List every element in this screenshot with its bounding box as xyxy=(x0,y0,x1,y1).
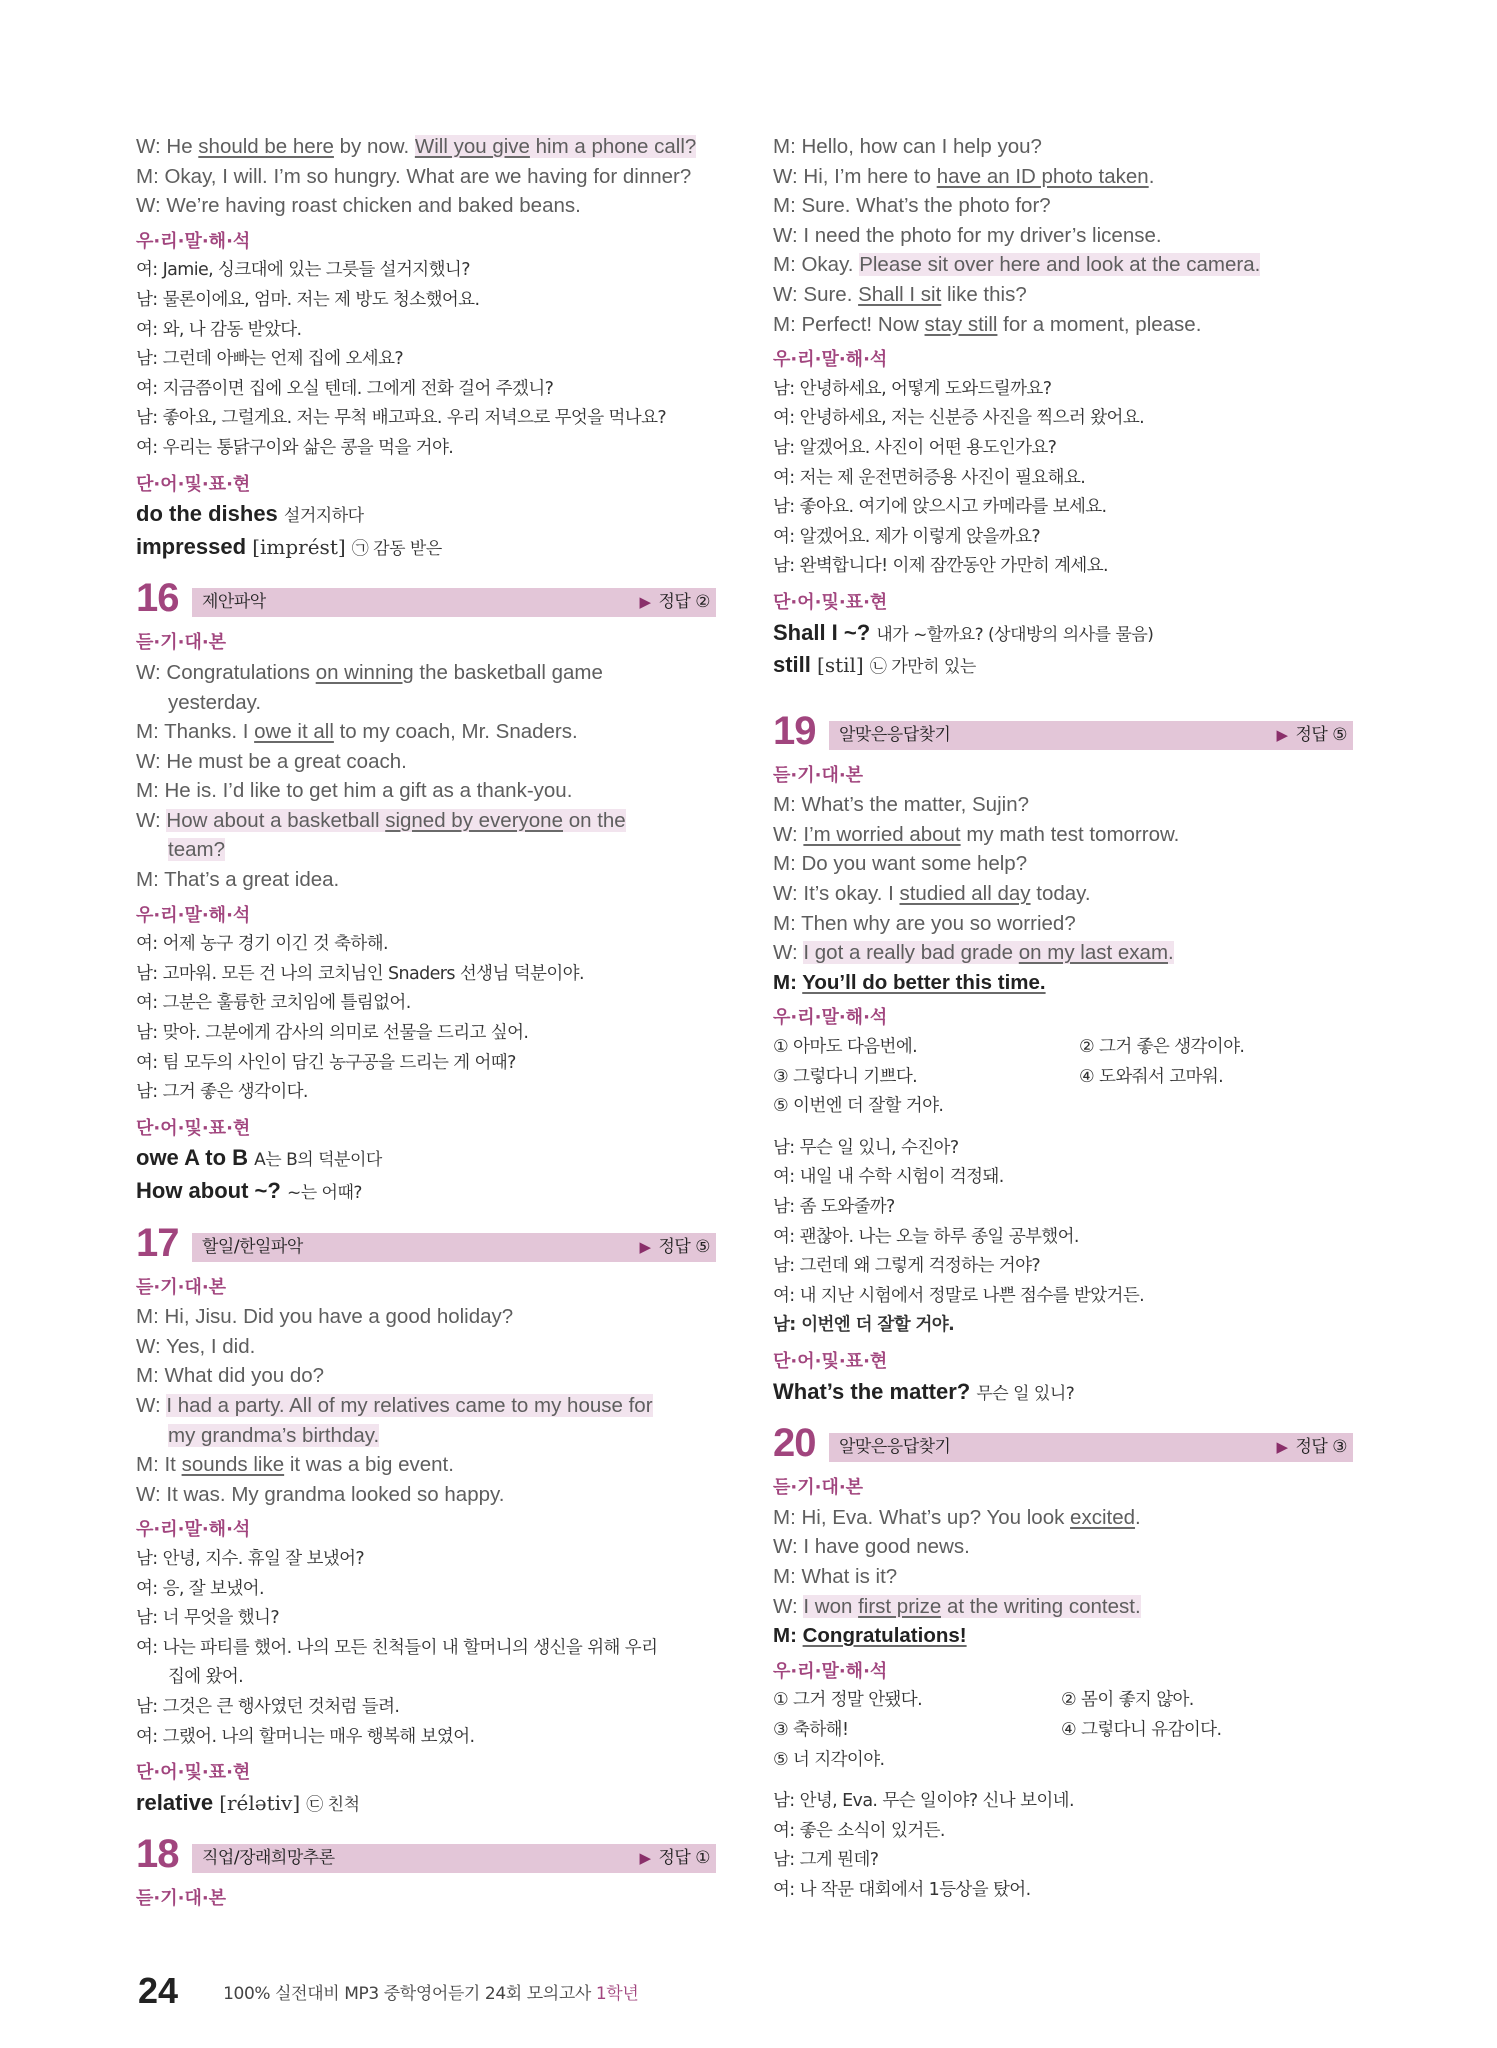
translation-label: 우·리·말·해·석 xyxy=(136,230,251,252)
vocab-term: still xyxy=(773,652,811,678)
dialog-line xyxy=(136,658,716,688)
dialog-line xyxy=(136,688,716,718)
dialog-line xyxy=(773,1532,1353,1562)
dialog-text: Do you want some help? xyxy=(801,852,1028,876)
dialog-line xyxy=(773,938,1353,968)
dialog-line xyxy=(136,1361,716,1391)
dialog-line xyxy=(773,221,1353,251)
speaker-label: M: xyxy=(136,1364,159,1388)
dialog-text: It xyxy=(164,1453,182,1477)
question-type-bar xyxy=(192,1233,716,1262)
answer-text: 정답 ③ xyxy=(1295,1437,1347,1458)
dialog-text: my math test tomorrow. xyxy=(960,822,1180,846)
translation-label: 우·리·말·해·석 xyxy=(136,904,251,926)
play-triangle-icon: ▶ xyxy=(1276,725,1288,744)
vocab-ipa: [stil] xyxy=(817,653,864,678)
book-title xyxy=(223,1984,638,2004)
vocab-entry xyxy=(136,1176,716,1209)
dialog-text: You’ll do better this time. xyxy=(802,970,1046,994)
play-triangle-icon: ▶ xyxy=(639,593,651,612)
dialog-text: for a moment, please. xyxy=(997,312,1202,336)
dialog-line xyxy=(773,879,1353,909)
dialog-text: It’s okay. I xyxy=(803,882,900,906)
option-a: ⑤ 너 지각이야. xyxy=(773,1749,885,1770)
answer-text: 정답 ① xyxy=(658,1848,710,1869)
translation-label: 우·리·말·해·석 xyxy=(773,349,888,371)
translation-line: 남: 그런데 아빠는 언제 집에 오세요? xyxy=(136,349,404,370)
dialog-text: it was a big event. xyxy=(284,1453,454,1477)
dialog-text: sounds like xyxy=(181,1453,285,1477)
translation-line: 남: 좋아요, 그럴게요. 저는 무척 배고파요. 우리 저녁으로 무엇을 먹나요? xyxy=(136,408,667,429)
vocab-meaning: ㉢ 친척 xyxy=(306,1794,360,1815)
dialog-text: by now. xyxy=(333,135,415,158)
dialog-text: I got a really bad grade xyxy=(803,941,1019,965)
question-header xyxy=(136,576,716,622)
speaker-label: W: xyxy=(773,882,798,906)
speaker-label: W: xyxy=(773,1535,798,1559)
dialog-text: I had a party. All of my relatives came to my house for xyxy=(166,1393,653,1417)
dialog-text: at the writing contest. xyxy=(941,1594,1141,1618)
vocab-meaning: ㉠ 감동 받은 xyxy=(351,538,442,559)
page-number: 24 xyxy=(138,1970,179,2011)
vocab-entry xyxy=(773,618,1353,651)
option-b: ② 몸이 좋지 않아. xyxy=(1061,1690,1194,1711)
dialog-text: . xyxy=(1135,1505,1141,1529)
answer-label xyxy=(1276,721,1347,750)
vocab-term: Shall I ~? xyxy=(773,619,871,645)
translation-line: 여: 나는 파티를 했어. 나의 모든 친척들이 내 할머니의 생신을 위해 우리 xyxy=(136,1637,658,1658)
question-type-bar xyxy=(192,1844,716,1873)
vocab-term: owe A to B xyxy=(136,1145,249,1171)
option-b: ④ 그렇다니 유감이다. xyxy=(1061,1719,1222,1740)
vocab-entry xyxy=(136,532,716,565)
dialog-text: Hi, Eva. What’s up? You look xyxy=(801,1505,1071,1529)
play-triangle-icon: ▶ xyxy=(639,1237,651,1256)
question-type: 제안파악 xyxy=(202,592,266,613)
vocab-entry xyxy=(136,499,716,532)
speaker-label: W: xyxy=(136,808,161,832)
dialog-text: him a phone call? xyxy=(529,135,697,158)
speaker-label: M: xyxy=(773,253,796,277)
dialog-text: yesterday. xyxy=(168,690,262,714)
dialog-text: Congratulations xyxy=(166,660,316,684)
speaker-label: W: xyxy=(773,223,798,247)
dialog-text: team? xyxy=(168,838,225,862)
listening-script-label: 듣·기·대·본 xyxy=(136,1276,227,1298)
listening-script-label: 듣·기·대·본 xyxy=(773,1477,864,1499)
dialog-line xyxy=(136,1421,716,1451)
listening-script-label: 듣·기·대·본 xyxy=(773,764,864,786)
vocab-label: 단·어·및·표·현 xyxy=(773,1350,888,1372)
dialog-line xyxy=(136,865,716,895)
dialog-line xyxy=(773,909,1353,939)
speaker-label: W: xyxy=(136,1393,161,1417)
question-number: 17 xyxy=(136,1220,179,1265)
translation-label: 우·리·말·해·석 xyxy=(136,1519,251,1541)
answer-text: 정답 ⑤ xyxy=(658,1236,710,1257)
vocab-entry xyxy=(136,1788,716,1821)
translation-line: 여: 어제 농구 경기 이긴 것 축하해. xyxy=(136,934,388,955)
dialog-line xyxy=(773,280,1353,310)
speaker-label: W: xyxy=(136,194,161,218)
translation-line: 남: 맞아. 그분에게 감사의 의미로 선물을 드리고 싶어. xyxy=(136,1023,529,1044)
question-type-bar xyxy=(192,588,716,617)
question-number: 16 xyxy=(136,576,179,621)
dialog-line xyxy=(773,849,1353,879)
speaker-label: W: xyxy=(136,135,161,158)
dialog-text: on my last exam xyxy=(1018,941,1169,965)
dialog-text: Hi, I’m here to xyxy=(803,164,937,188)
translation-line: 여: 안녕하세요, 저는 신분증 사진을 찍으러 왔어요. xyxy=(773,408,1145,429)
vocab-ipa: [imprést] xyxy=(252,534,346,559)
dialog-text: I have good news. xyxy=(803,1535,970,1559)
translation-line: 여: 내 지난 시험에서 정말로 나쁜 점수를 받았거든. xyxy=(773,1285,1145,1306)
translation-line: 여: 와, 나 감동 받았다. xyxy=(136,319,302,340)
dialog-text: Thanks. I xyxy=(164,720,255,744)
translation-line: 여: 괜찮아. 나는 오늘 하루 종일 공부했어. xyxy=(773,1226,1079,1247)
dialog-text: should be here xyxy=(198,135,334,158)
answer-label xyxy=(1276,1433,1347,1462)
question-type-bar xyxy=(829,721,1353,750)
spacer xyxy=(773,1775,1353,1787)
vocab-term: What’s the matter? xyxy=(773,1378,971,1404)
dialog-text: What did you do? xyxy=(164,1364,325,1388)
dialog-text: We’re having roast chicken and baked beans. xyxy=(166,194,581,218)
vocab-meaning: ㉡ 가만히 있는 xyxy=(869,657,976,678)
speaker-label: M: xyxy=(773,194,796,218)
dialog-text: Sure. What’s the photo for? xyxy=(801,194,1051,218)
dialog-text: on winning xyxy=(315,660,414,684)
dialog-text: Please sit over here and look at the camera. xyxy=(859,253,1261,277)
dialog-text: my grandma’s birthday. xyxy=(168,1423,380,1447)
translation-line: 남: 고마워. 모든 건 나의 코치님인 Snaders 선생님 덕분이야. xyxy=(136,963,584,984)
answer-text: 정답 ② xyxy=(658,592,710,613)
vocab-term: impressed xyxy=(136,533,247,559)
dialog-text: . xyxy=(1148,164,1155,188)
speaker-label: M: xyxy=(136,164,159,188)
dialog-line xyxy=(136,776,716,806)
translation-line: 집에 왔어. xyxy=(168,1667,244,1688)
dialog-line xyxy=(136,1450,716,1480)
question-header xyxy=(773,708,1353,755)
speaker-label: M: xyxy=(136,868,159,892)
translation-line: 남: 안녕, Eva. 무슨 일이야? 신나 보이네. xyxy=(773,1791,1074,1812)
answer-options-row xyxy=(773,1716,1353,1746)
play-triangle-icon: ▶ xyxy=(1276,1438,1288,1457)
dialog-text: excited xyxy=(1070,1505,1136,1529)
translation-line: 여: 그랬어. 나의 할머니는 매우 행복해 보였어. xyxy=(136,1726,475,1747)
dialog-text: What is it? xyxy=(801,1564,898,1588)
vocab-entry xyxy=(136,1143,716,1176)
dialog-text: Perfect! Now xyxy=(801,312,925,336)
translation-line: 남: 그거 좋은 생각이다. xyxy=(136,1082,308,1103)
question-header xyxy=(136,1220,716,1267)
dialog-line xyxy=(136,191,716,221)
option-a: ① 그거 정말 안됐다. xyxy=(773,1690,923,1711)
answer-options-row xyxy=(773,1746,1353,1776)
speaker-label: M: xyxy=(773,793,796,817)
dialog-text: owe it all xyxy=(254,720,334,744)
answer-options-row xyxy=(773,1686,1353,1716)
translation-line: 남: 물론이에요, 엄마. 저는 제 방도 청소했어요. xyxy=(136,289,480,310)
translation-line: 남: 무슨 일 있니, 수진아? xyxy=(773,1137,959,1158)
dialog-line xyxy=(773,1592,1353,1622)
translation-line: 여: Jamie, 싱크대에 있는 그릇들 설거지했니? xyxy=(136,260,470,281)
speaker-label: M: xyxy=(773,911,796,935)
dialog-text: Sure. xyxy=(803,282,859,306)
question-type: 직업/장래희망추론 xyxy=(202,1848,335,1869)
dialog-text: How about a basketball xyxy=(166,808,386,832)
dialog-line xyxy=(773,132,1353,162)
translation-label: 우·리·말·해·석 xyxy=(773,1007,888,1029)
vocab-label: 단·어·및·표·현 xyxy=(136,1117,251,1139)
speaker-label: M: xyxy=(773,1505,796,1529)
dialog-text: today. xyxy=(1030,882,1091,906)
dialog-text: He is. I’d like to get him a gift as a thank-you. xyxy=(164,779,573,803)
dialog-line xyxy=(773,191,1353,221)
vocab-meaning: 설거지하다 xyxy=(283,506,364,527)
dialog-text: I need the photo for my driver’s license. xyxy=(803,223,1162,247)
dialog-text: Congratulations! xyxy=(802,1624,967,1648)
option-a: ⑤ 이번엔 더 잘할 거야. xyxy=(773,1096,944,1117)
answer-label xyxy=(639,1844,710,1873)
dialog-text: He must be a great coach. xyxy=(166,749,407,773)
vocab-entry xyxy=(773,650,1353,683)
answer-label xyxy=(639,588,710,617)
question-header xyxy=(773,1421,1353,1467)
speaker-label: M: xyxy=(773,852,796,876)
listening-script-label: 듣·기·대·본 xyxy=(136,632,227,654)
spacer xyxy=(773,683,1353,697)
dialog-line xyxy=(136,806,716,836)
right-column xyxy=(773,132,1353,1905)
left-column xyxy=(136,132,716,1914)
speaker-label: W: xyxy=(136,749,161,773)
question-number: 19 xyxy=(773,708,816,753)
vocab-entry xyxy=(773,1377,1353,1410)
vocab-term: relative xyxy=(136,1789,214,1815)
speaker-label: W: xyxy=(773,822,798,846)
speaker-label: M: xyxy=(773,135,796,158)
dialog-text: Shall I sit xyxy=(858,282,942,306)
speaker-label: M: xyxy=(773,970,797,994)
translation-line: 여: 좋은 소식이 있거든. xyxy=(773,1820,945,1841)
vocab-meaning: ~는 어때? xyxy=(286,1183,362,1203)
dialog-line xyxy=(773,1621,1353,1651)
dialog-text: . xyxy=(1168,941,1174,965)
dialog-text: on the xyxy=(563,808,626,832)
dialog-text: Okay. xyxy=(801,253,860,277)
question-type-bar xyxy=(829,1433,1353,1462)
spacer xyxy=(773,1122,1353,1134)
question-header xyxy=(136,1832,716,1878)
dialog-text: to my coach, Mr. Snaders. xyxy=(333,720,578,744)
translation-line: 남: 알겠어요. 사진이 어떤 용도인가요? xyxy=(773,437,1057,458)
dialog-line xyxy=(136,132,716,162)
answer-label xyxy=(639,1233,710,1262)
dialog-text: Hello, how can I help you? xyxy=(801,135,1042,158)
speaker-label: W: xyxy=(136,1334,161,1358)
dialog-text: signed by everyone xyxy=(385,808,563,832)
dialog-text: He xyxy=(166,135,199,158)
translation-line: 남: 안녕, 지수. 휴일 잘 보냈어? xyxy=(136,1548,365,1569)
translation-line: 남: 이번엔 더 잘할 거야. xyxy=(773,1315,955,1336)
dialog-line xyxy=(773,790,1353,820)
dialog-line xyxy=(136,835,716,865)
vocab-label: 단·어·및·표·현 xyxy=(136,473,251,495)
translation-line: 여: 나 작문 대회에서 1등상을 탔어. xyxy=(773,1879,1031,1900)
speaker-label: W: xyxy=(773,1594,798,1618)
translation-line: 여: 내일 내 수학 시험이 걱정돼. xyxy=(773,1167,1004,1188)
dialog-line xyxy=(136,747,716,777)
translation-line: 여: 지금쯤이면 집에 오실 텐데. 그에게 전화 걸어 주겠니? xyxy=(136,378,554,399)
translation-line: 남: 그게 뭔데? xyxy=(773,1850,879,1871)
dialog-line xyxy=(136,1302,716,1332)
dialog-text: I won xyxy=(803,1594,859,1618)
dialog-text: Then why are you so worried? xyxy=(801,911,1076,935)
dialog-text: Will you give xyxy=(414,135,530,158)
translation-line: 남: 좀 도와줄까? xyxy=(773,1197,895,1217)
dialog-line xyxy=(136,1480,716,1510)
translation-line: 여: 알겠어요. 제가 이렇게 앉을까요? xyxy=(773,526,1041,547)
vocab-meaning: 무슨 일 있니? xyxy=(976,1383,1075,1404)
speaker-label: M: xyxy=(773,1624,797,1648)
speaker-label: W: xyxy=(773,164,798,188)
listening-script-label: 듣·기·대·본 xyxy=(136,1888,227,1910)
translation-line: 여: 그분은 훌륭한 코치임에 틀림없어. xyxy=(136,993,411,1014)
dialog-text: It was. My grandma looked so happy. xyxy=(166,1482,505,1506)
speaker-label: M: xyxy=(136,1305,159,1329)
vocab-ipa: [rélətiv] xyxy=(219,1790,301,1815)
answer-options-row xyxy=(773,1033,1353,1063)
dialog-text: Yes, I did. xyxy=(166,1334,256,1358)
speaker-label: W: xyxy=(773,282,798,306)
dialog-line xyxy=(773,1503,1353,1533)
dialog-text: have an ID photo taken xyxy=(936,164,1149,188)
translation-line: 남: 그런데 왜 그렇게 걱정하는 거야? xyxy=(773,1256,1041,1277)
dialog-text: Okay, I will. I’m so hungry. What are we having for dinner? xyxy=(164,164,692,188)
translation-line: 남: 완벽합니다! 이제 잠깐동안 가만히 계세요. xyxy=(773,556,1108,577)
question-type: 알맞은응답찾기 xyxy=(839,724,951,745)
translation-line: 남: 너 무엇을 했니? xyxy=(136,1608,280,1629)
question-number: 18 xyxy=(136,1832,179,1877)
option-b: ④ 도와줘서 고마워. xyxy=(1079,1066,1224,1087)
translation-line: 여: 응, 잘 보냈어. xyxy=(136,1578,264,1599)
dialog-line xyxy=(773,820,1353,850)
option-a: ③ 축하해! xyxy=(773,1719,849,1740)
vocab-label: 단·어·및·표·현 xyxy=(773,591,888,613)
vocab-meaning: 내가 ~할까요? (상대방의 의사를 물음) xyxy=(876,624,1154,645)
dialog-line xyxy=(773,968,1353,998)
dialog-text: I’m worried about xyxy=(803,822,961,846)
translation-line: 남: 그것은 큰 행사였던 것처럼 들려. xyxy=(136,1696,400,1717)
translation-label: 우·리·말·해·석 xyxy=(773,1660,888,1682)
dialog-line xyxy=(136,1332,716,1362)
translation-line: 여: 저는 제 운전면허증용 사진이 필요해요. xyxy=(773,467,1086,488)
grade-label: 1학년 xyxy=(595,1983,639,2004)
dialog-line xyxy=(136,162,716,192)
speaker-label: M: xyxy=(136,1453,159,1477)
dialog-line xyxy=(773,1562,1353,1592)
vocab-term: How about ~? xyxy=(136,1178,281,1203)
answer-options-row xyxy=(773,1092,1353,1122)
translation-line: 남: 좋아요. 여기에 앉으시고 카메라를 보세요. xyxy=(773,497,1107,518)
question-type: 할일/한일파악 xyxy=(202,1236,303,1257)
dialog-text: first prize xyxy=(858,1594,942,1618)
dialog-line xyxy=(773,250,1353,280)
dialog-line xyxy=(136,717,716,747)
question-number: 20 xyxy=(773,1421,816,1466)
dialog-text: Hi, Jisu. Did you have a good holiday? xyxy=(164,1305,514,1329)
dialog-line xyxy=(773,162,1353,192)
translation-line: 여: 우리는 통닭구이와 삶은 콩을 먹을 거야. xyxy=(136,437,454,458)
speaker-label: W: xyxy=(136,1482,161,1506)
dialog-line xyxy=(773,310,1353,340)
dialog-text: like this? xyxy=(941,282,1027,306)
book-title-text: 100% 실전대비 MP3 중학영어듣기 24회 모의고사 xyxy=(223,1983,591,2004)
translation-line: 여: 팀 모두의 사인이 담긴 농구공을 드리는 게 어때? xyxy=(136,1052,516,1073)
option-b: ② 그거 좋은 생각이야. xyxy=(1079,1037,1245,1058)
dialog-text: That’s a great idea. xyxy=(164,868,340,892)
translation-line: 남: 안녕하세요, 어떻게 도와드릴까요? xyxy=(773,378,1052,399)
vocab-meaning: A는 B의 덕분이다 xyxy=(254,1150,382,1171)
speaker-label: M: xyxy=(773,1564,796,1588)
speaker-label: W: xyxy=(136,660,161,684)
speaker-label: M: xyxy=(136,720,159,744)
speaker-label: M: xyxy=(136,779,159,803)
option-a: ③ 그렇다니 기쁘다. xyxy=(773,1066,918,1087)
answer-options-row xyxy=(773,1063,1353,1093)
dialog-text: stay still xyxy=(924,312,998,336)
option-a: ① 아마도 다음번에. xyxy=(773,1037,918,1058)
page-footer xyxy=(138,1970,638,2012)
answer-text: 정답 ⑤ xyxy=(1295,724,1347,745)
dialog-line xyxy=(136,1391,716,1421)
vocab-term: do the dishes xyxy=(136,501,278,527)
play-triangle-icon: ▶ xyxy=(639,1849,651,1868)
question-type: 알맞은응답찾기 xyxy=(839,1437,951,1458)
dialog-text: studied all day xyxy=(899,882,1031,906)
dialog-text: the basketball game xyxy=(413,660,603,684)
vocab-label: 단·어·및·표·현 xyxy=(136,1762,251,1784)
dialog-text: What’s the matter, Sujin? xyxy=(801,793,1029,817)
speaker-label: M: xyxy=(773,312,796,336)
speaker-label: W: xyxy=(773,941,798,965)
